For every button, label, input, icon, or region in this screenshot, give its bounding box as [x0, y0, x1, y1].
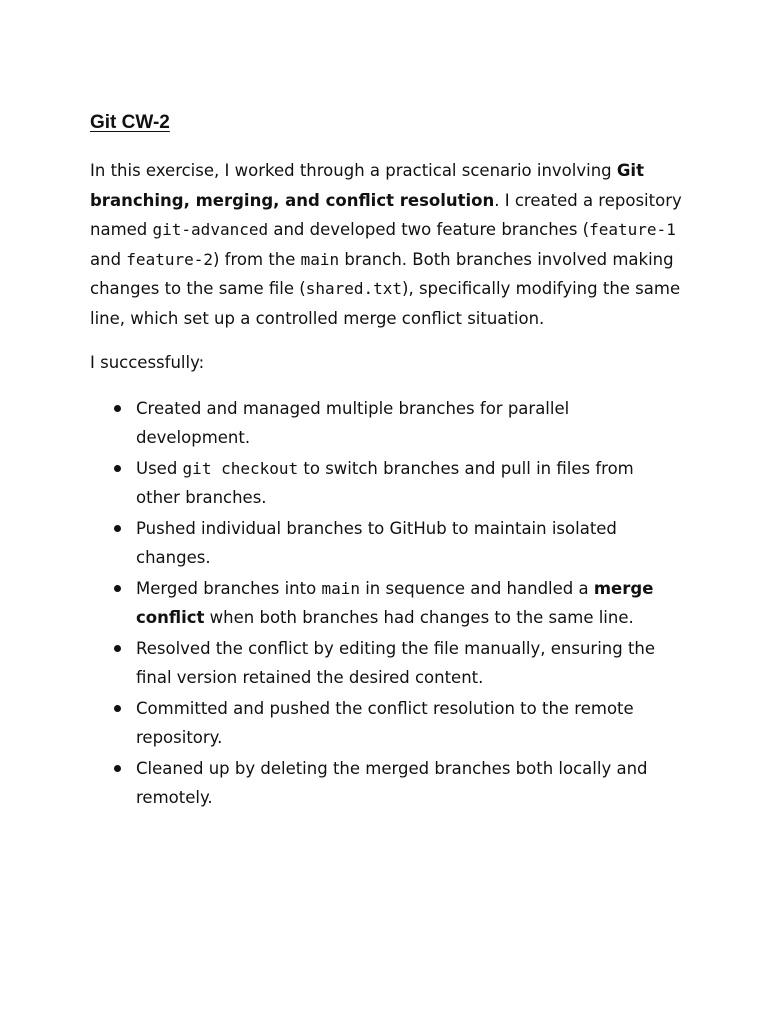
accomplishments-list: [90, 394, 690, 813]
bullet-icon: [114, 765, 121, 772]
summary-heading: I successfully:: [90, 353, 205, 372]
document-page: [90, 108, 690, 814]
list-item-text: Created and managed multiple branches for parallel development.: [136, 398, 570, 447]
intro-text: branch. Both branches involved making changes to the same file (: [90, 249, 674, 298]
list-item-text: Pushed individual branches to GitHub to maintain isolated changes.: [136, 518, 617, 567]
code-branch-main: main: [321, 578, 360, 598]
list-item-text: when both branches had changes to the same line.: [204, 608, 634, 627]
bullet-icon: [114, 465, 121, 472]
intro-text: In this exercise, I worked through a practical scenario involving: [90, 161, 617, 180]
intro-text: ) from the: [213, 249, 301, 269]
list-item-text: Resolved the conflict by editing the file manually, ensuring the final version retained the desired content.: [136, 638, 656, 687]
code-branch-feature-1: feature-1: [589, 220, 676, 239]
bold-merge-conflict: merge conflict: [136, 578, 654, 627]
bullet-icon: [114, 705, 121, 712]
list-item-text: Merged branches into: [136, 578, 322, 598]
bullet-icon: [114, 585, 121, 592]
intro-text: and developed two feature branches (: [268, 220, 590, 239]
code-repo-name: git-advanced: [152, 220, 269, 239]
list-item: [90, 694, 674, 753]
intro-text: . I created a repository named: [90, 190, 682, 239]
bullet-icon: [114, 405, 121, 412]
list-item-text: Used: [136, 458, 183, 478]
list-item: [90, 454, 674, 513]
list-item-text: to switch branches and pull in files from other branches.: [136, 458, 634, 507]
list-item: [90, 514, 674, 573]
intro-text: ), specifically modifying the same line, which set up a controlled merge conflict situation.: [90, 279, 681, 328]
code-git-checkout: git checkout: [182, 458, 299, 478]
list-item-text: in sequence and handled a: [359, 578, 594, 598]
intro-bold-topic: Git branching, merging, and conflict resolution: [90, 161, 644, 210]
list-item-text: Cleaned up by deleting the merged branches both locally and remotely.: [136, 758, 648, 807]
list-item: [90, 634, 674, 693]
document-title: Git CW-2: [90, 112, 170, 133]
code-branch-feature-2: feature-2: [126, 249, 213, 269]
intro-paragraph: [90, 156, 686, 333]
intro-text: and: [90, 249, 127, 269]
list-item: [90, 754, 674, 813]
bullet-icon: [114, 645, 121, 652]
code-branch-main: main: [300, 249, 340, 269]
bullet-icon: [114, 525, 121, 532]
code-file-name: shared.txt: [305, 279, 403, 298]
list-item: [90, 574, 674, 633]
list-item: [90, 394, 674, 453]
list-item-text: Committed and pushed the conflict resolution to the remote repository.: [136, 698, 634, 747]
